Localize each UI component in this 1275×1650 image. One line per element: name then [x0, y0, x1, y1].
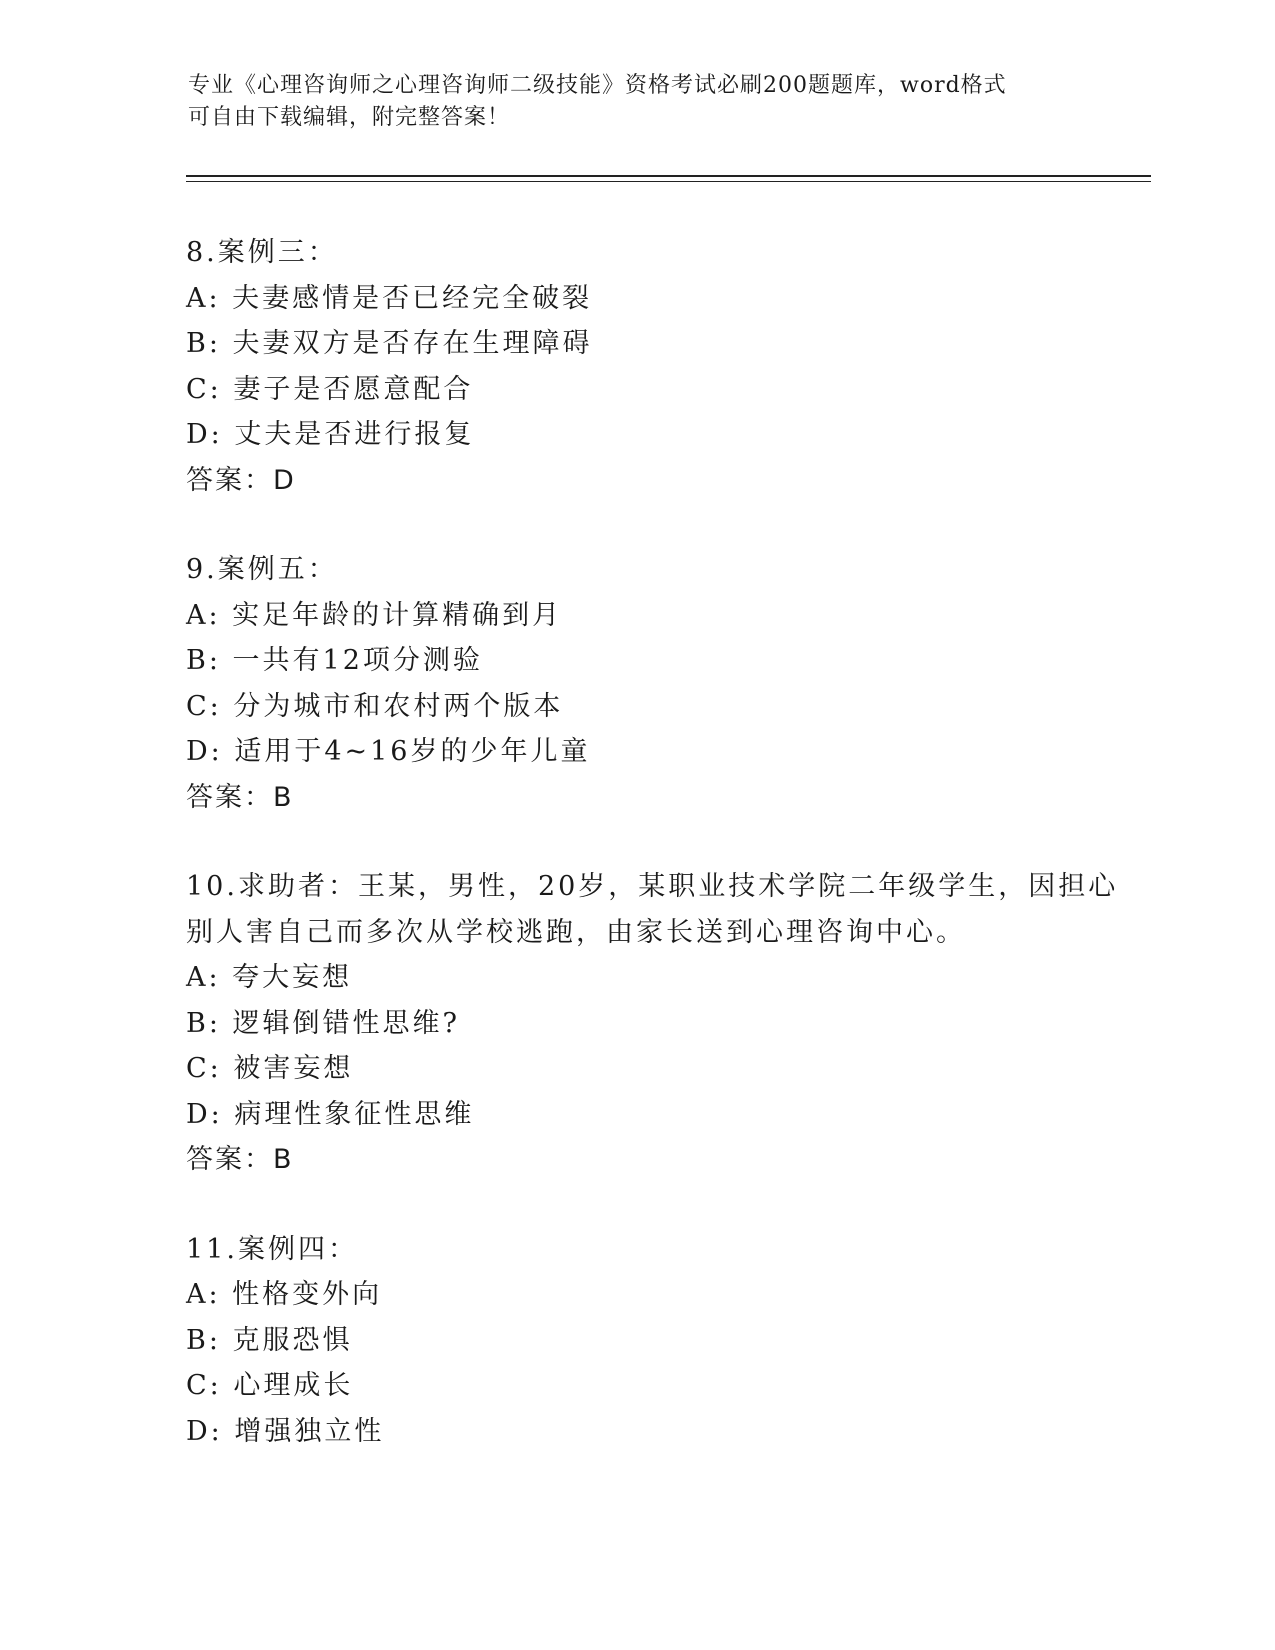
option-a: A: 夸大妄想	[186, 962, 353, 993]
question-11	[186, 1227, 1086, 1455]
option-d: D: 病理性象征性思维	[186, 1098, 475, 1130]
question-stem-line-1: 10.求助者：王某，男性，20岁，某职业技术学院二年级学生，因担心	[186, 871, 1119, 902]
option-a: A: 夫妻感情是否已经完全破裂	[186, 282, 593, 314]
question-9	[186, 547, 1086, 820]
option-c: C: 被害妄想	[186, 1053, 354, 1084]
question-stem: 8.案例三：	[186, 237, 338, 268]
question-stem: 11.案例四：	[186, 1233, 358, 1265]
answer: 答案：B	[186, 1144, 294, 1175]
option-d: D: 适用于4~16岁的少年儿童	[186, 736, 591, 767]
question-8	[186, 230, 1086, 503]
option-a: A: 实足年龄的计算精确到月	[186, 599, 563, 631]
question-10	[186, 864, 1119, 1183]
option-a: A: 性格变外向	[186, 1279, 383, 1310]
header-divider-bottom	[186, 181, 1151, 182]
option-c: C: 心理成长	[186, 1370, 354, 1401]
header-title-line-2: 可自由下载编辑，附完整答案！	[188, 105, 511, 130]
option-d: D: 丈夫是否进行报复	[186, 419, 475, 450]
question-stem-line-2: 别人害自己而多次从学校逃跑，由家长送到心理咨询中心。	[186, 916, 966, 948]
question-list	[186, 230, 1119, 1498]
option-b: B: 夫妻双方是否存在生理障碍	[186, 328, 593, 359]
option-d: D: 增强独立性	[186, 1415, 385, 1447]
option-b: B: 克服恐惧	[186, 1324, 353, 1356]
header-divider-top	[186, 175, 1151, 177]
option-b: B: 一共有12项分测验	[186, 645, 483, 676]
answer: 答案：D	[186, 464, 296, 496]
answer: 答案：B	[186, 781, 294, 813]
question-stem: 9.案例五：	[186, 554, 338, 585]
option-b: B: 逻辑倒错性思维?	[186, 1007, 460, 1039]
option-c: C: 妻子是否愿意配合	[186, 373, 474, 405]
document-header	[188, 70, 1088, 134]
option-c: C: 分为城市和农村两个版本	[186, 690, 564, 722]
header-title-line-1: 专业《心理咨询师之心理咨询师二级技能》资格考试必刷200题题库，word格式	[188, 73, 1007, 98]
